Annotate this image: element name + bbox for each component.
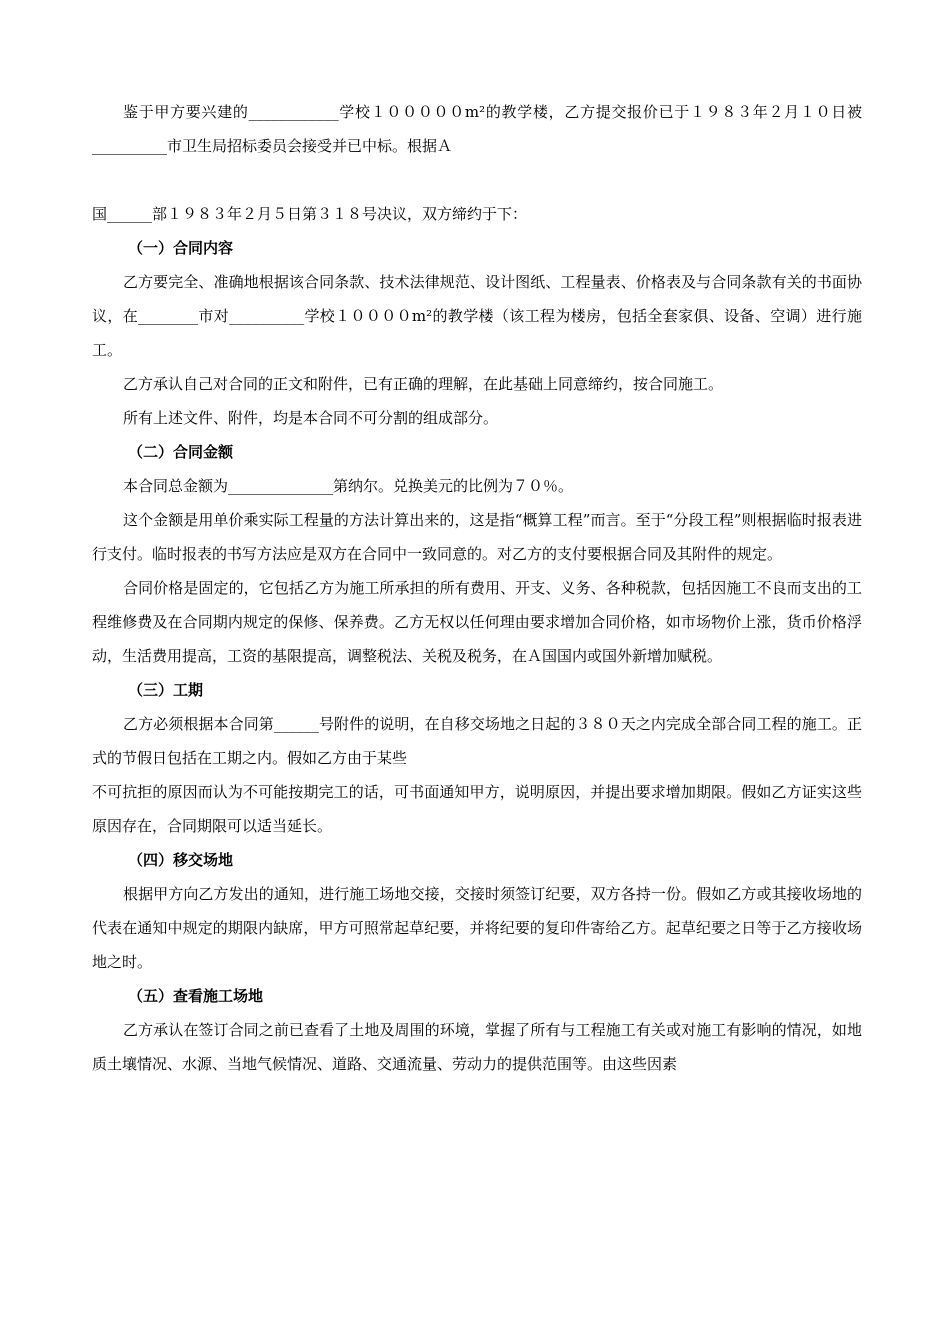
section-5-paragraph-1: 乙方承认在签订合同之前已查看了土地及周围的环境，掌握了所有与工程施工有关或对施工有影响的情况，如地质土壤情况、水源、当地气候情况、道路、交通流量、劳动力的提供范围等。由这些因素 bbox=[92, 1021, 862, 1073]
section-2-paragraph-1: 本合同总金额为______________第纳尔。兑换美元的比例为７０％。 bbox=[123, 477, 574, 495]
section-heading-construction-period: （三）工期 bbox=[128, 681, 204, 699]
section-1-paragraph-3: 所有上述文件、附件，均是本合同不可分割的组成部分。 bbox=[123, 409, 499, 427]
section-heading-contract-content: （一）合同内容 bbox=[128, 239, 234, 257]
intro-paragraph-continued: 国______部１９８３年２月５日第３１８号决议，双方缔约于下： bbox=[92, 205, 528, 223]
intro-paragraph: 鉴于甲方要兴建的____________学校１０００００m²的教学楼，乙方提交报价已于１９８３年２月１０日被__________市卫生局招标委员会接受并已中标。根据Ａ bbox=[92, 103, 862, 155]
paragraph-gap bbox=[92, 163, 862, 197]
section-4-paragraph-1: 根据甲方向乙方发出的通知，进行施工场地交接，交接时须签订纪要，双方各持一份。假如乙方或其接收场地的代表在通知中规定的期限内缺席，甲方可照常起草纪要，并将纪要的复印件寄给乙方。起草纪要之日等于乙方接收场地之时。 bbox=[92, 885, 862, 971]
section-1-paragraph-2: 乙方承认自己对合同的正文和附件，已有正确的理解，在此基础上同意缔约，按合同施工。 bbox=[123, 375, 724, 393]
section-heading-contract-amount: （二）合同金额 bbox=[128, 443, 234, 461]
section-1-paragraph-1: 乙方要完全、准确地根据该合同条款、技术法律规范、设计图纸、工程量表、价格表及与合同条款有关的书面协议，在________市对__________学校１００００m²的教学楼（该工程为楼房，包括全套家俱、设备、空调）进行施工。 bbox=[92, 273, 862, 359]
section-3-paragraph-1: 乙方必须根据本合同第______号附件的说明，在自移交场地之日起的３８０天之内完成全部合同工程的施工。正式的节假日包括在工期之内。假如乙方由于某些 bbox=[92, 715, 862, 767]
contract-body bbox=[92, 95, 862, 1081]
section-3-paragraph-1-continued: 不可抗拒的原因而认为不可能按期完工的话，可书面通知甲方，说明原因，并提出要求增加期限。假如乙方证实这些原因存在，合同期限可以适当延长。 bbox=[92, 783, 862, 835]
section-2-paragraph-2: 这个金额是用单价乘实际工程量的方法计算出来的，这是指“概算工程”而言。至于“分段工程”则根据临时报表进行支付。临时报表的书写方法应是双方在合同中一致同意的。对乙方的支付要根据合同及其附件的规定。 bbox=[92, 511, 862, 563]
section-2-paragraph-3: 合同价格是固定的，它包括乙方为施工所承担的所有费用、开支、义务、各种税款，包括因施工不良而支出的工程维修费及在合同期内规定的保修、保养费。乙方无权以任何理由要求增加合同价格，如市场物价上涨，货币价格浮动，生活费用提高，工资的基限提高，调整税法、关税及税务，在Ａ国国内或国外新增加赋税。 bbox=[92, 579, 862, 665]
section-heading-site-handover: （四）移交场地 bbox=[128, 851, 234, 869]
section-heading-site-inspection: （五）查看施工场地 bbox=[128, 987, 264, 1005]
